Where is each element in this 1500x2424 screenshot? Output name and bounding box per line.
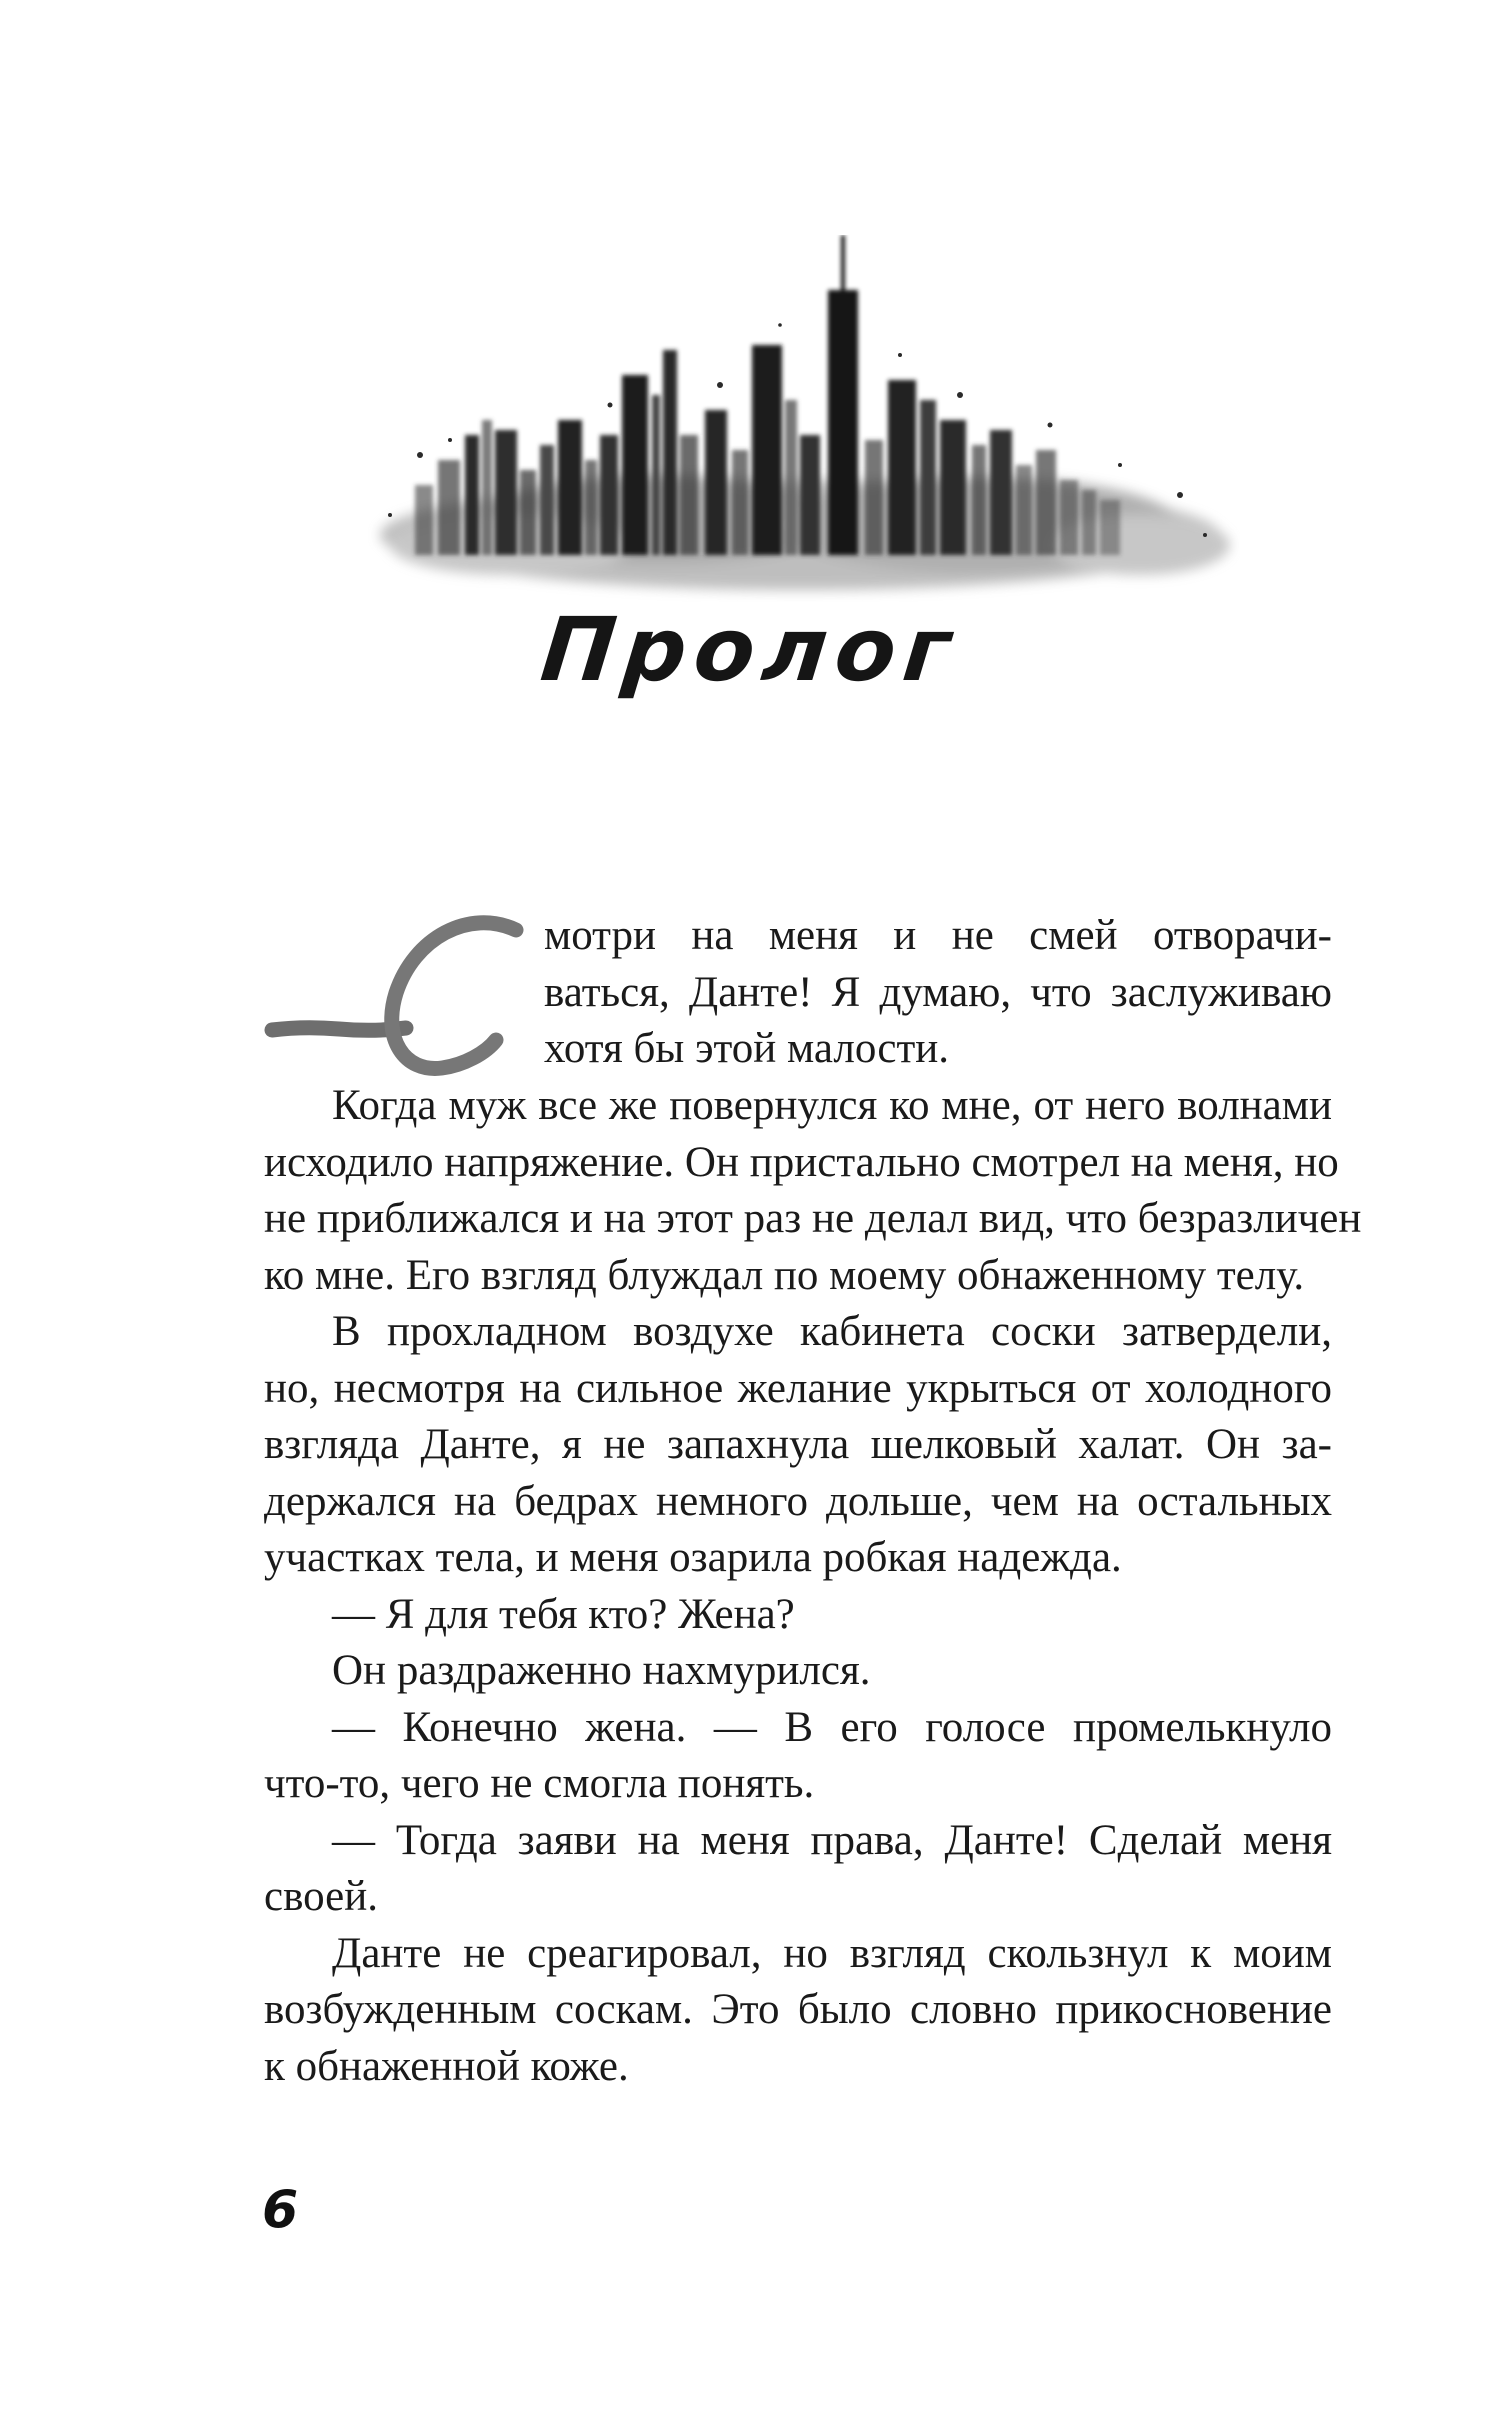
text-line: ко мне. Его взгляд блуждал по моему обнаженному телу. <box>264 1251 1305 1299</box>
opening-paragraph <box>264 908 1332 1078</box>
text-line: ваться, Данте! Я думаю, что заслуживаю <box>544 968 1332 1016</box>
text-line: взгляда Данте, я не запахнула шелковый халат. Он за- <box>264 1421 1332 1468</box>
paragraph <box>264 1643 1332 1700</box>
text-line: держался на бедрах немного дольше, чем на остальных <box>264 1477 1332 1525</box>
text-line: В прохладном воздухе кабинета соски затвердели, <box>332 1308 1332 1355</box>
text-line: но, несмотря на сильное желание укрыться от холодного <box>264 1364 1332 1412</box>
text-line: к обнаженной коже. <box>264 2042 629 2090</box>
text-line: — Конечно жена. — В его голосе промелькнуло <box>332 1703 1332 1751</box>
text-line: Когда муж все же повернулся ко мне, от него волнами <box>332 1082 1332 1129</box>
text-line: — Я для тебя кто? Жена? <box>332 1590 795 1638</box>
page-number: 6 <box>262 2180 299 2240</box>
drop-cap-dash-s-illustration <box>264 908 544 1078</box>
paragraph <box>264 1078 1362 1304</box>
text-line: мотри на меня и не смей отворачи- <box>544 912 1332 959</box>
text-line: исходило напряжение. Он пристально смотрел на меня, но <box>264 1138 1339 1186</box>
body-text <box>264 908 1362 2095</box>
paragraph <box>264 1700 1332 1813</box>
text-line: возбужденным соскам. Это было словно прикосновение <box>264 1986 1332 2033</box>
city-skyline-illustration <box>360 235 1240 605</box>
paragraph <box>264 1587 1332 1644</box>
text-line: Данте не среагировал, но взгляд скользнул к моим <box>332 1929 1332 1977</box>
opening-lines <box>544 908 1332 1078</box>
text-line: хотя бы этой малости. <box>544 1025 950 1072</box>
text-line: — Тогда заяви на меня права, Данте! Сделай меня <box>332 1816 1332 1864</box>
chapter-title: Пролог <box>536 598 964 701</box>
text-line: не приближался и на этот раз не делал вид, что безразличен <box>264 1195 1362 1242</box>
paragraph <box>264 1926 1332 2096</box>
text-line: участках тела, и меня озарила робкая надежда. <box>264 1534 1122 1581</box>
text-line: своей. <box>264 1873 378 1920</box>
text-line: что-то, чего не смогла понять. <box>264 1760 815 1807</box>
paragraph <box>264 1813 1332 1926</box>
paragraph <box>264 1304 1332 1587</box>
text-line: Он раздраженно нахмурился. <box>332 1647 871 1694</box>
